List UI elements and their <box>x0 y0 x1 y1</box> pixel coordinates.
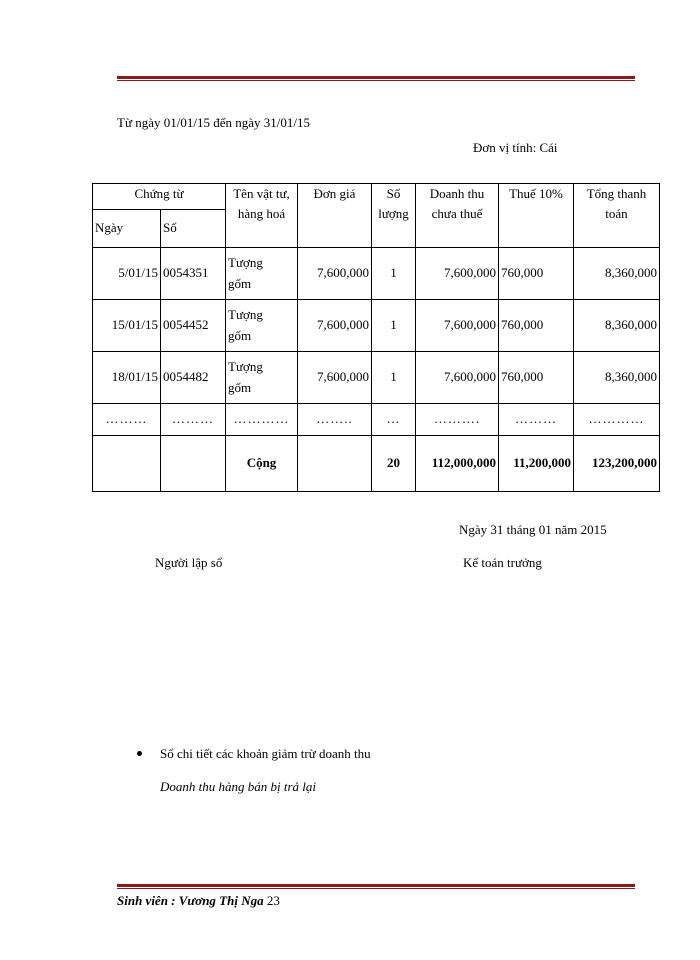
row-quantity: 1 <box>372 352 416 404</box>
signature-date: Ngày 31 tháng 01 năm 2015 <box>459 522 607 537</box>
header-number: Số <box>161 210 226 248</box>
row-total: 8,360,000 <box>574 248 660 300</box>
chief-accountant-label: Kế toán trưởng <box>463 555 542 570</box>
ellipsis-revenue: ………. <box>416 404 499 436</box>
totals-revenue: 112,000,000 <box>416 436 499 492</box>
unit-text: Đơn vị tính: Cái <box>473 140 558 155</box>
row-date: 18/01/15 <box>93 352 161 404</box>
row-revenue: 7,600,000 <box>416 248 499 300</box>
footer-student: Sinh viên : Vương Thị Nga <box>117 893 264 908</box>
header-revenue: Doanh thu chưa thuế <box>416 184 499 248</box>
ellipsis-unit-price: …….. <box>298 404 372 436</box>
footer <box>117 893 280 909</box>
row-revenue: 7,600,000 <box>416 352 499 404</box>
row-total: 8,360,000 <box>574 352 660 404</box>
row-number: 0054351 <box>161 248 226 300</box>
row-quantity: 1 <box>372 248 416 300</box>
header-item: Tên vật tư, hàng hoá <box>226 184 298 248</box>
table-row <box>93 352 660 404</box>
row-tax: 760,000 <box>499 300 574 352</box>
header-voucher: Chứng từ <box>93 184 226 210</box>
row-date: 15/01/15 <box>93 300 161 352</box>
row-tax: 760,000 <box>499 248 574 300</box>
ledger-table <box>92 183 660 492</box>
row-number: 0054452 <box>161 300 226 352</box>
section-subtitle: Doanh thu hàng bán bị trả lại <box>160 779 317 794</box>
bottom-divider <box>117 884 635 889</box>
row-total: 8,360,000 <box>574 300 660 352</box>
table-row <box>93 248 660 300</box>
totals-total: 123,200,000 <box>574 436 660 492</box>
header-row <box>93 184 660 210</box>
row-item: Tượng gốm <box>226 352 298 404</box>
totals-row <box>93 436 660 492</box>
row-unit-price: 7,600,000 <box>298 352 372 404</box>
ellipsis-date: ……… <box>93 404 161 436</box>
ellipsis-quantity: … <box>372 404 416 436</box>
row-item: Tượng gốm <box>226 248 298 300</box>
header-unit-price: Đơn giá <box>298 184 372 248</box>
totals-tax: 11,200,000 <box>499 436 574 492</box>
ellipsis-row <box>93 404 660 436</box>
header-tax: Thuế 10% <box>499 184 574 248</box>
row-date: 5/01/15 <box>93 248 161 300</box>
totals-empty-number <box>161 436 226 492</box>
ellipsis-item: ………… <box>226 404 298 436</box>
ellipsis-number: ……… <box>161 404 226 436</box>
row-number: 0054482 <box>161 352 226 404</box>
totals-empty-date <box>93 436 161 492</box>
bullet-icon <box>137 751 142 756</box>
row-unit-price: 7,600,000 <box>298 248 372 300</box>
page-number: 23 <box>266 893 280 908</box>
header-quantity: Số lượng <box>372 184 416 248</box>
header-date: Ngày <box>93 210 161 248</box>
ellipsis-tax: ……… <box>499 404 574 436</box>
top-divider <box>117 76 635 81</box>
table-row <box>93 300 660 352</box>
row-tax: 760,000 <box>499 352 574 404</box>
row-item: Tượng gốm <box>226 300 298 352</box>
totals-quantity: 20 <box>372 436 416 492</box>
header-total: Tổng thanh toán <box>574 184 660 248</box>
period-text: Từ ngày 01/01/15 đến ngày 31/01/15 <box>117 115 310 130</box>
row-revenue: 7,600,000 <box>416 300 499 352</box>
row-quantity: 1 <box>372 300 416 352</box>
preparer-label: Người lập sổ <box>155 555 223 570</box>
row-unit-price: 7,600,000 <box>298 300 372 352</box>
totals-empty-price <box>298 436 372 492</box>
ellipsis-total: ………… <box>574 404 660 436</box>
totals-label: Cộng <box>226 436 298 492</box>
section-title: Sổ chi tiết các khoản giảm trừ doanh thu <box>160 746 371 761</box>
